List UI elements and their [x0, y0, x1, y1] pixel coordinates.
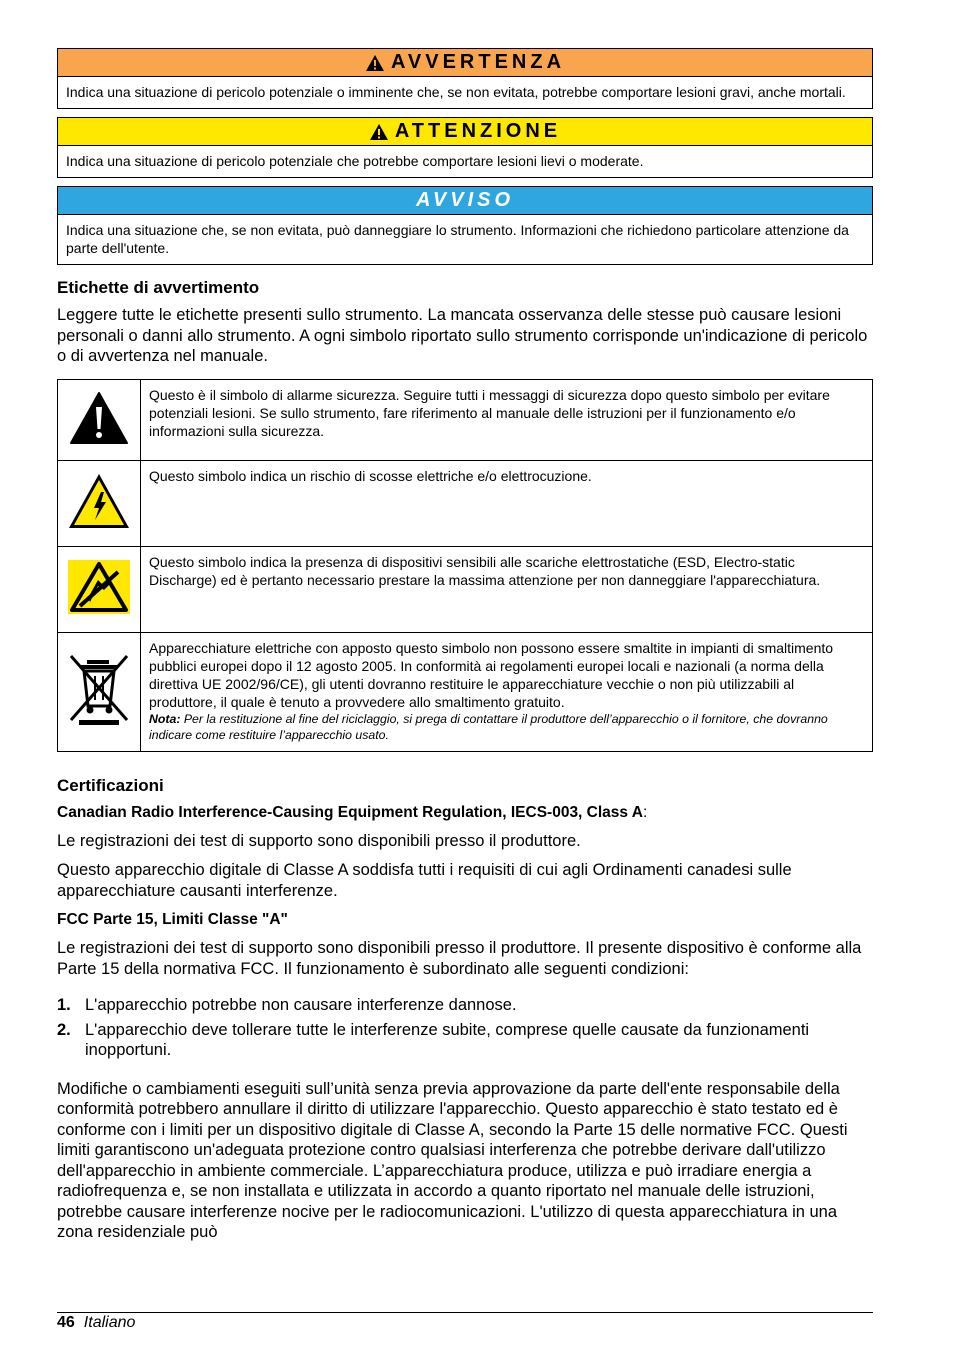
labels-heading: Etichette di avvertimento — [57, 278, 260, 297]
weee-crossed-bin-icon — [67, 654, 131, 726]
caution-header — [58, 118, 872, 146]
labels-intro: Leggere tutte le etichette presenti sullo strumento. La mancata osservanza delle stesse può causare lesioni personali o danni allo strumento. A ogni simbolo riportato sullo strumento corrisponde un'indicazione di pericolo o di avvertenza nel manuale. — [57, 306, 868, 365]
symbol-icon-cell — [58, 460, 141, 546]
canada-paragraph-2: Questo apparecchio digitale di Classe A soddisfa tutti i requisiti di cui agli Ordinamenti canadesi sulle apparecchiature causanti interferenze. — [57, 861, 792, 900]
warning-triangle-icon — [365, 54, 385, 72]
list-item-number: 1. — [57, 996, 71, 1014]
warning-title: AVVERTENZA — [390, 51, 566, 73]
esd-icon — [68, 560, 130, 614]
list-item — [57, 1020, 873, 1061]
caution-text: Indica una situazione di pericolo potenziale che potrebbe comportare lesioni lievi o moderate. — [66, 153, 644, 169]
notice-header — [58, 187, 872, 215]
symbol-row — [58, 460, 873, 546]
list-item — [57, 995, 873, 1016]
caution-notice — [57, 117, 873, 178]
symbol-text: Questo è il simbolo di allarme sicurezza. Seguire tutti i messaggi di sicurezza dopo questo simbolo per evitare potenziali lesioni. Se sullo strumento, fare riferimento al manuale delle istruzioni per il funzionamento e/o informazioni sulla sicurezza. — [141, 379, 873, 460]
notice-title: AVVISO — [415, 189, 515, 211]
symbol-text: Apparecchiature elettriche con apposto questo simbolo non possono essere smaltite in impianti di smaltimento pubblici europei dopo il 12 agosto 2005. In conformità ai regolamenti europei locali e nazionali (a norma della direttiva UE 2002/96/CE), gli utenti dovranno restituire le apparecchiature vecchie o non più utilizzabili al produttore, il quale è tenuto a provvedere allo smaltimento gratuito. — [149, 639, 834, 710]
canada-paragraph-1: Le registrazioni dei test di supporto sono disponibili presso il produttore. — [57, 831, 581, 850]
symbol-text-cell — [141, 632, 873, 751]
list-item-text: L'apparecchio potrebbe non causare interferenze dannose. — [85, 996, 517, 1014]
canada-title-line — [57, 803, 873, 823]
symbol-text: Questo simbolo indica un rischio di scosse elettriche e/o elettrocuzione. — [141, 460, 873, 546]
symbol-row — [58, 379, 873, 460]
canada-title-colon: : — [642, 803, 648, 821]
page-content — [57, 48, 873, 1252]
symbol-note — [149, 711, 864, 743]
symbol-text: Questo simbolo indica la presenza di dispositivi sensibili alle scariche elettrostatiche (ESD, Electro-static Discharge) ed è pertanto necessario prestare la massima attenzione per non danneggiare l'apparecchiatura. — [141, 546, 873, 632]
canada-title: Canadian Radio Interference-Causing Equipment Regulation, IECS-003, Class A — [57, 803, 643, 821]
notice-box — [57, 186, 873, 265]
page-footer — [57, 1312, 873, 1332]
symbol-icon-cell — [58, 546, 141, 632]
fcc-title: FCC Parte 15, Limiti Classe "A" — [57, 911, 288, 928]
symbol-icon-cell — [58, 379, 141, 460]
fcc-paragraph-1: Le registrazioni dei test di supporto sono disponibili presso il produttore. Il presente dispositivo è conforme alla Parte 15 della normativa FCC. Il funzionamento è subordinato alle seguenti condizioni: — [57, 939, 862, 978]
conditions-list — [57, 995, 873, 1061]
note-label: Nota: — [149, 711, 181, 726]
footer-language: Italiano — [83, 1314, 136, 1331]
fcc-paragraph-2: Modifiche o cambiamenti eseguiti sull’unità senza previa approvazione da parte dell'ente responsabile della conformità potrebbero annullare il diritto di utilizzare l'apparecchio. Questo apparecchio è stato testato ed è conforme con i limiti per un dispositivo digitale di Classe A, secondo la Parte 15 delle normative FCC. Questi limiti garantiscono un'adeguata protezione contro qualsiasi interferenza che potrebbe derivare dall'utilizzo dell'apparecchio in ambiente commerciale. L’apparecchiatura produce, utilizza e può irradiare energia a radiofrequenza e, se non installata e utilizzata in accordo a quanto riportato nel manuale delle istruzioni, potrebbe causare interferenze nocive per le radiocomunicazioni. L'utilizzo di questa apparecchiatura in una zona residenziale può — [57, 1079, 848, 1241]
list-item-number: 2. — [57, 1020, 71, 1039]
symbol-icon-cell — [58, 632, 141, 751]
symbol-row — [58, 546, 873, 632]
note-text: Per la restituzione al fine del riciclaggio, si prega di contattare il produttore dell’apparecchio o il fornitore, che dovranno indicare come restituire l’apparecchio usato. — [149, 711, 828, 742]
page-number: 46 — [57, 1314, 75, 1331]
list-item-text: L'apparecchio deve tollerare tutte le interferenze subite, comprese quelle causate da funzionamenti inopportuni. — [85, 1020, 810, 1059]
general-warning-icon — [69, 391, 129, 445]
warning-triangle-icon — [369, 123, 389, 141]
caution-title: ATTENZIONE — [394, 120, 562, 142]
certifications-heading: Certificazioni — [57, 775, 164, 795]
notice-text: Indica una situazione che, se non evitata, può danneggiare lo strumento. Informazioni che richiedono particolare attenzione da parte dell'utente. — [66, 222, 849, 256]
warning-text: Indica una situazione di pericolo potenziale o imminente che, se non evitata, potrebbe comportare lesioni gravi, anche mortali. — [66, 84, 846, 100]
symbols-table — [57, 379, 873, 752]
symbol-row — [58, 632, 873, 751]
warning-notice — [57, 48, 873, 109]
electric-shock-icon — [67, 472, 131, 530]
warning-header — [58, 49, 872, 77]
